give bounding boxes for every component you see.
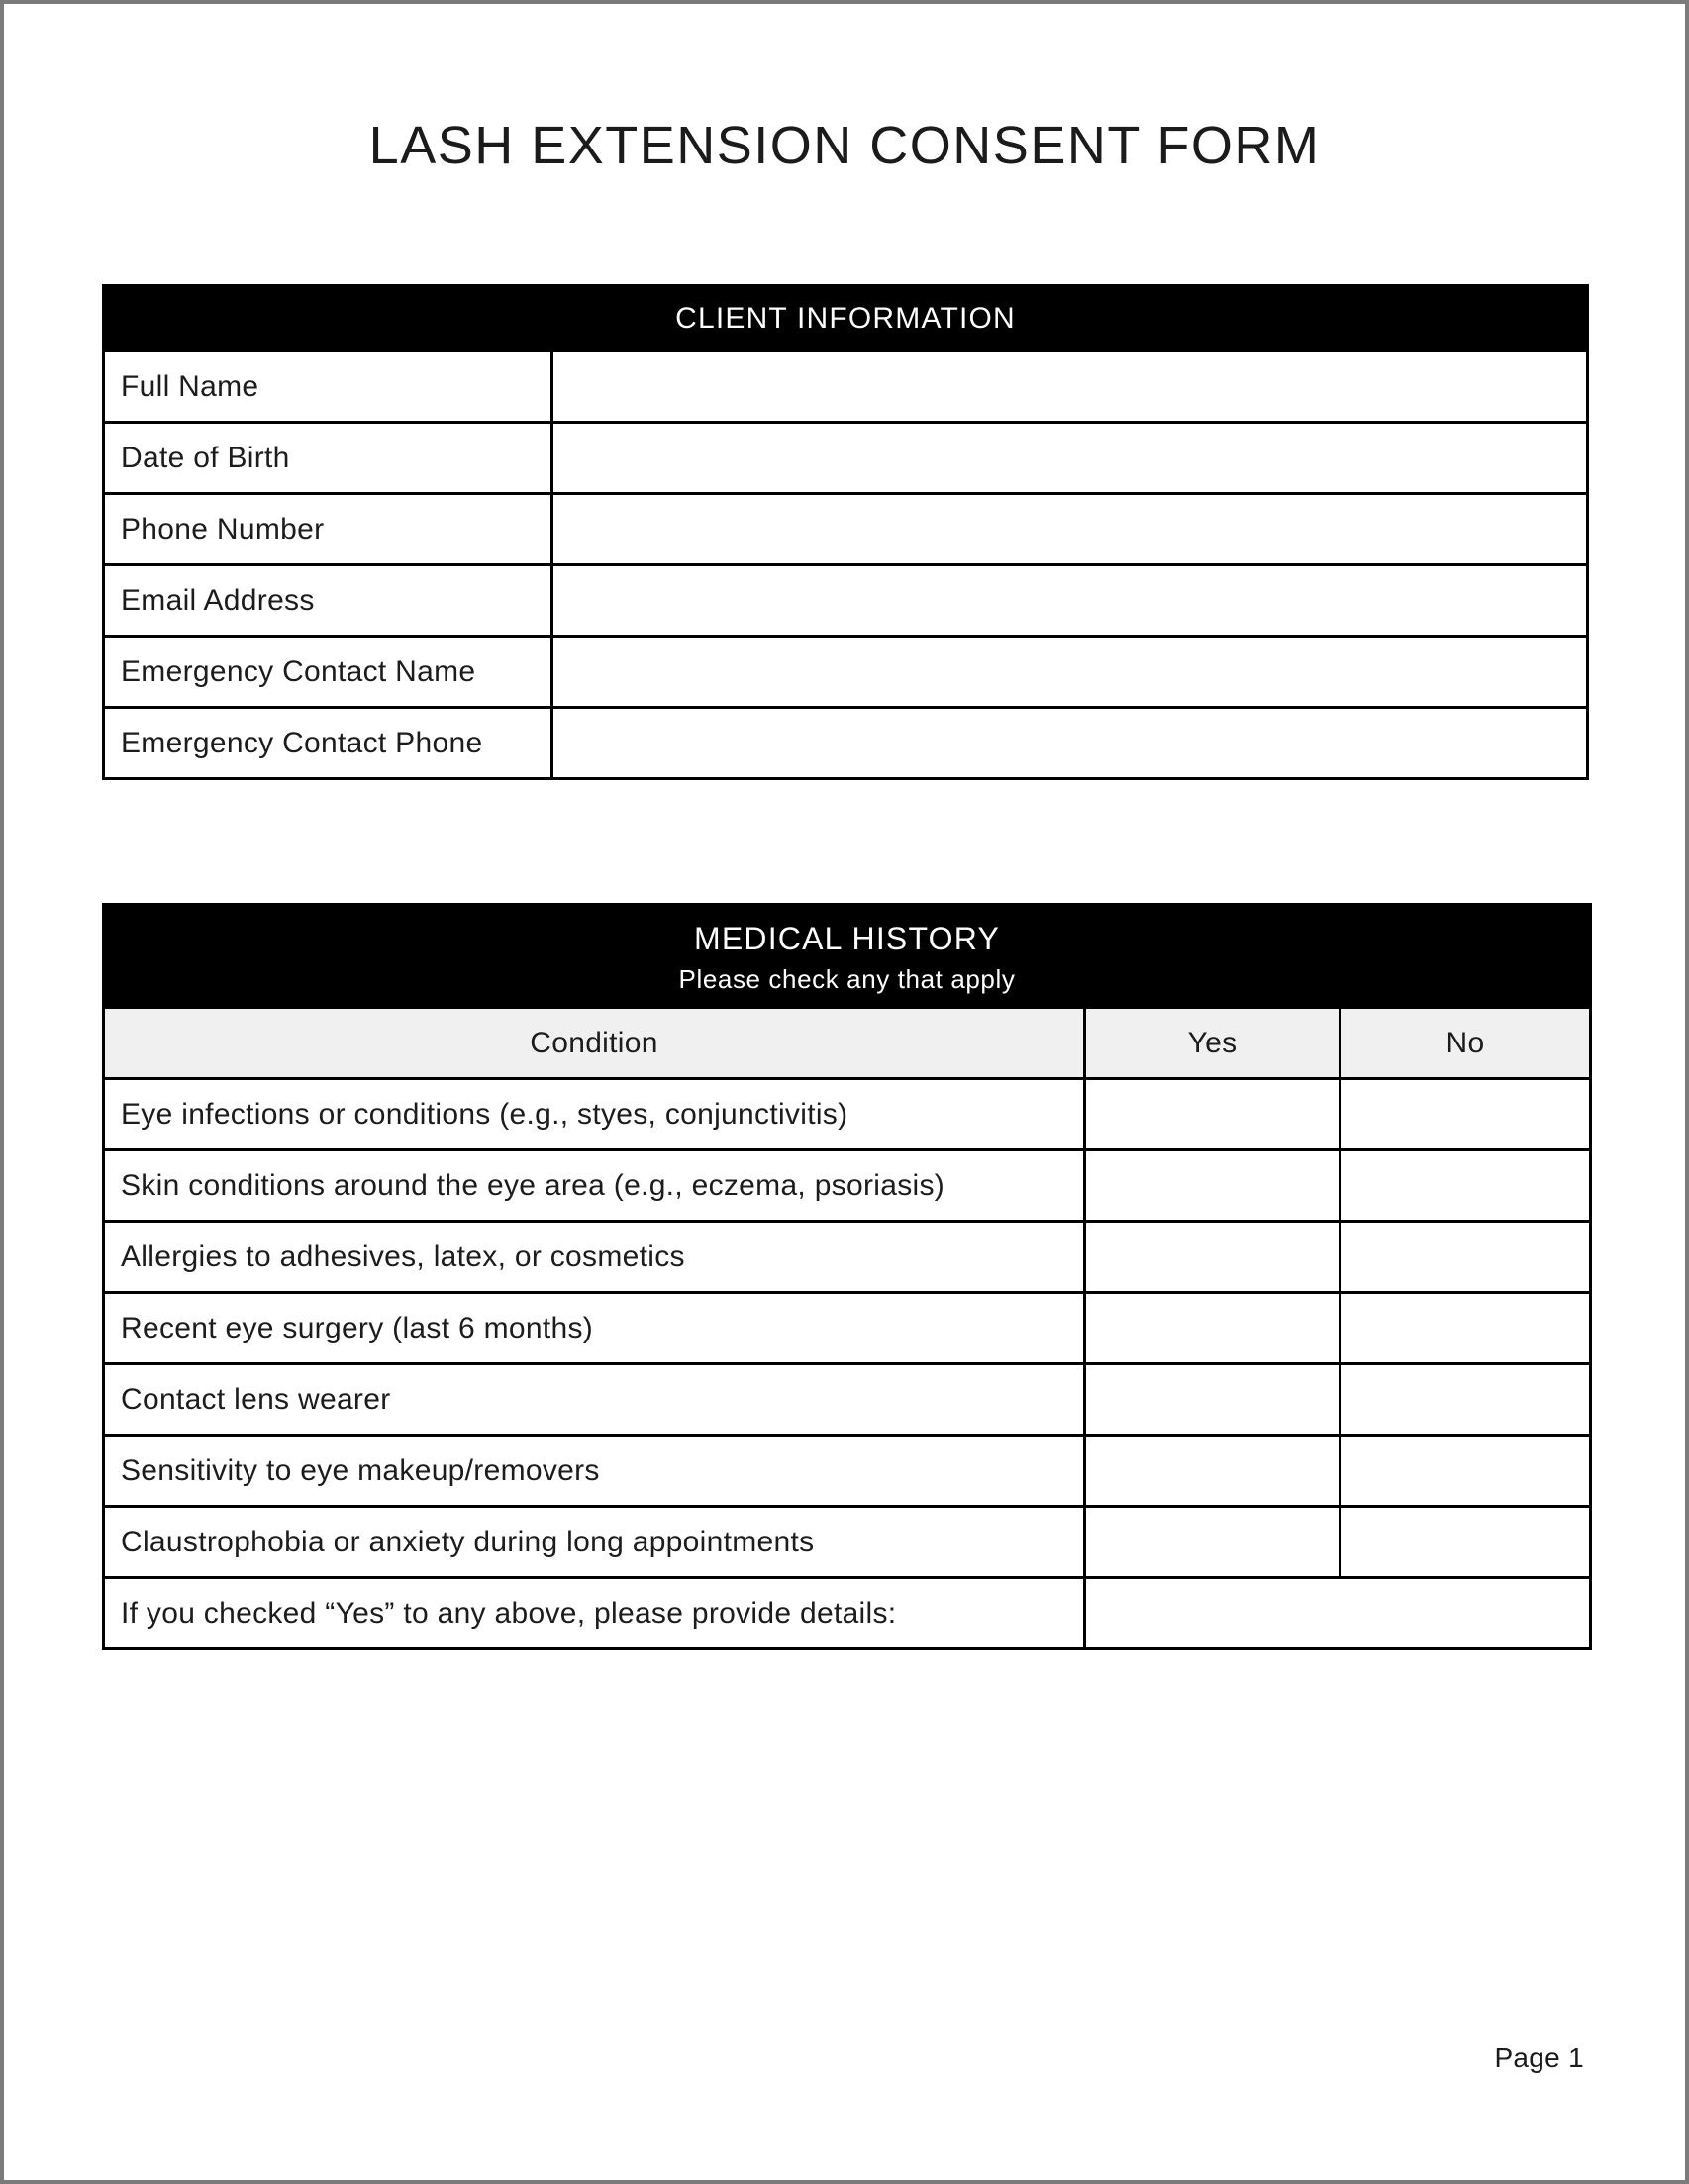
yes-checkbox-cell[interactable] xyxy=(1085,1436,1341,1507)
field-value-cell-emergency-contact-name[interactable] xyxy=(552,637,1588,708)
table-row xyxy=(104,637,1588,708)
medical-history-table xyxy=(102,903,1592,1650)
condition-label-makeup-sensitivity: Sensitivity to eye makeup/removers xyxy=(104,1436,1085,1507)
medical-history-header xyxy=(104,905,1591,1008)
field-label-emergency-contact-name: Emergency Contact Name xyxy=(104,637,552,708)
medical-history-subtitle: Please check any that apply xyxy=(678,964,1016,995)
column-header-no: No xyxy=(1341,1008,1591,1079)
field-label-phone-number: Phone Number xyxy=(104,494,552,565)
no-checkbox-cell[interactable] xyxy=(1341,1436,1591,1507)
table-row xyxy=(104,565,1588,637)
no-checkbox-cell[interactable] xyxy=(1341,1507,1591,1578)
table-row xyxy=(104,1293,1591,1364)
yes-checkbox-cell[interactable] xyxy=(1085,1079,1341,1150)
table-row xyxy=(104,1436,1591,1507)
table-row xyxy=(104,1507,1591,1578)
table-row xyxy=(104,1079,1591,1150)
details-prompt: If you checked “Yes” to any above, please provide details: xyxy=(104,1578,1085,1649)
medical-history-title: MEDICAL HISTORY xyxy=(693,921,1001,957)
field-value-cell-phone-number[interactable] xyxy=(552,494,1588,565)
form-title: LASH EXTENSION CONSENT FORM xyxy=(368,116,1321,175)
field-label-date-of-birth: Date of Birth xyxy=(104,423,552,494)
condition-label-contact-lens-wearer: Contact lens wearer xyxy=(104,1364,1085,1436)
condition-label-recent-eye-surgery: Recent eye surgery (last 6 months) xyxy=(104,1293,1085,1364)
no-checkbox-cell[interactable] xyxy=(1341,1222,1591,1293)
field-value-cell-emergency-contact-phone[interactable] xyxy=(552,708,1588,779)
table-row xyxy=(104,1222,1591,1293)
client-info-header: CLIENT INFORMATION xyxy=(104,286,1588,351)
table-row xyxy=(104,1150,1591,1222)
yes-checkbox-cell[interactable] xyxy=(1085,1293,1341,1364)
column-header-condition: Condition xyxy=(104,1008,1085,1079)
medical-history-header-row xyxy=(104,905,1591,1008)
field-value-cell-full-name[interactable] xyxy=(552,351,1588,423)
table-row xyxy=(104,1364,1591,1436)
no-checkbox-cell[interactable] xyxy=(1341,1150,1591,1222)
condition-label-allergies: Allergies to adhesives, latex, or cosmetics xyxy=(104,1222,1085,1293)
yes-checkbox-cell[interactable] xyxy=(1085,1150,1341,1222)
field-value-cell-date-of-birth[interactable] xyxy=(552,423,1588,494)
yes-checkbox-cell[interactable] xyxy=(1085,1222,1341,1293)
condition-label-eye-infections: Eye infections or conditions (e.g., styes, conjunctivitis) xyxy=(104,1079,1085,1150)
condition-label-skin-conditions: Skin conditions around the eye area (e.g., eczema, psoriasis) xyxy=(104,1150,1085,1222)
page-number: Page 1 xyxy=(1494,2042,1584,2073)
field-value-cell-email-address[interactable] xyxy=(552,565,1588,637)
table-row xyxy=(104,708,1588,779)
field-label-full-name: Full Name xyxy=(104,351,552,423)
table-row xyxy=(104,494,1588,565)
table-row xyxy=(104,1578,1591,1649)
table-row xyxy=(104,351,1588,423)
yes-checkbox-cell[interactable] xyxy=(1085,1364,1341,1436)
no-checkbox-cell[interactable] xyxy=(1341,1364,1591,1436)
column-header-yes: Yes xyxy=(1085,1008,1341,1079)
details-input-cell[interactable] xyxy=(1085,1578,1591,1649)
condition-label-claustrophobia: Claustrophobia or anxiety during long appointments xyxy=(104,1507,1085,1578)
client-info-header-row xyxy=(104,286,1588,351)
column-header-row xyxy=(104,1008,1591,1079)
no-checkbox-cell[interactable] xyxy=(1341,1079,1591,1150)
client-info-table xyxy=(102,284,1589,780)
field-label-emergency-contact-phone: Emergency Contact Phone xyxy=(104,708,552,779)
no-checkbox-cell[interactable] xyxy=(1341,1293,1591,1364)
yes-checkbox-cell[interactable] xyxy=(1085,1507,1341,1578)
table-row xyxy=(104,423,1588,494)
field-label-email-address: Email Address xyxy=(104,565,552,637)
